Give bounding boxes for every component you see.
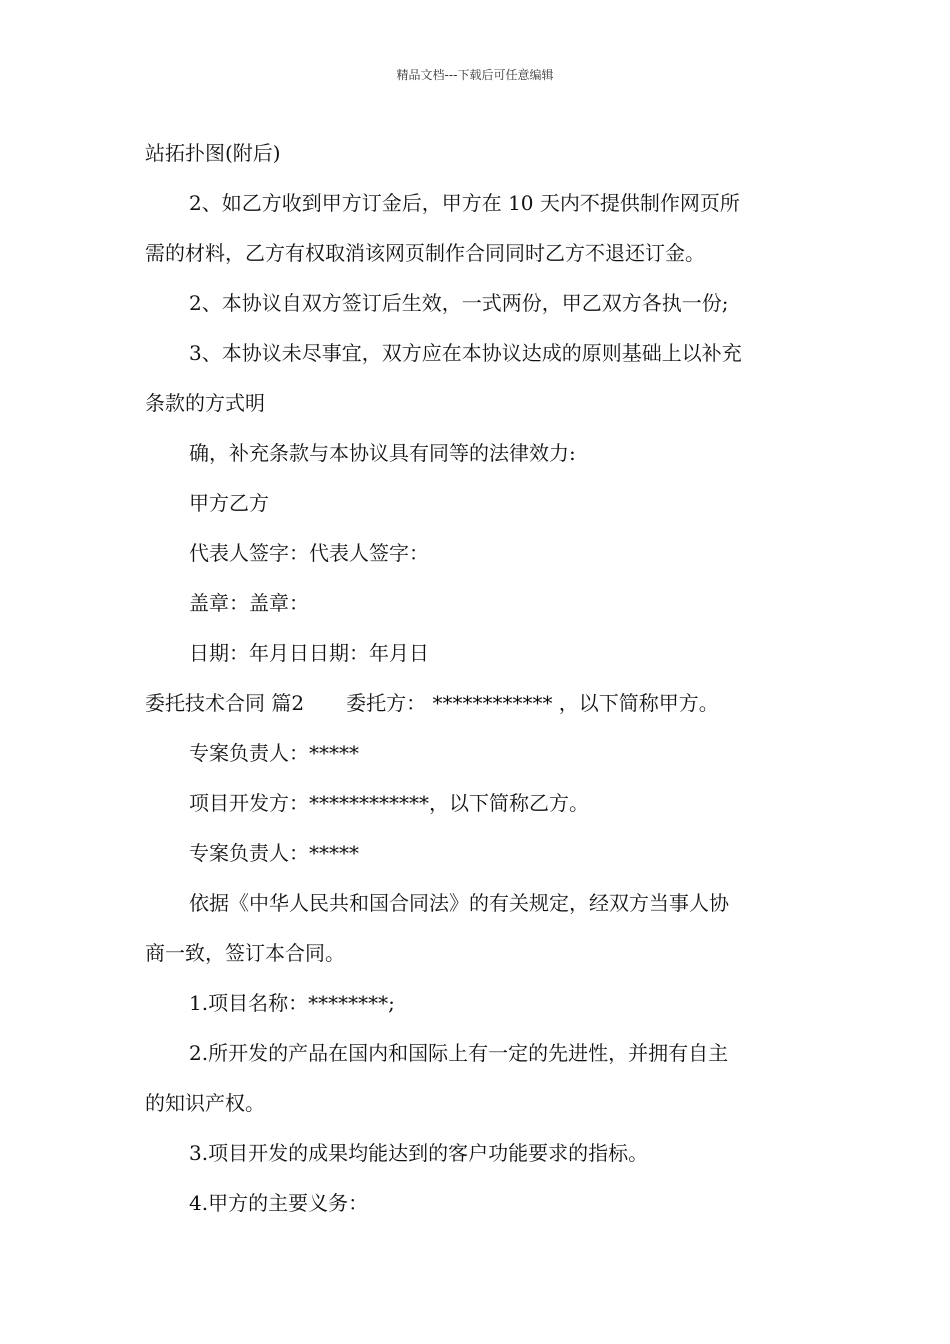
text-line: 日期：年月日日期：年月日 [189, 641, 429, 665]
text-line: 的知识产权。 [145, 1091, 265, 1115]
page-header: 精品文档---下载后可任意编辑 [396, 68, 554, 82]
text-line: 需的材料，乙方有权取消该网页制作合同同时乙方不退还订金。 [145, 241, 705, 265]
text-line: 代表人签字：代表人签字： [189, 541, 429, 565]
text-line: 3.项目开发的成果均能达到的客户功能要求的指标。 [189, 1141, 649, 1165]
text-line: 3、本协议未尽事宜，双方应在本协议达成的原则基础上以补充 [189, 341, 742, 365]
client-clause: 委托方： ************ ，以下简称甲方。 [346, 691, 719, 715]
text-line: 2、如乙方收到甲方订金后，甲方在 10 天内不提供制作网页所 [189, 191, 740, 215]
text-line: 条款的方式明 [145, 391, 265, 415]
text-line: 专案负责人：***** [189, 841, 359, 865]
text-line: 商一致，签订本合同。 [145, 941, 345, 965]
text-line: 甲方乙方 [189, 491, 269, 515]
contract-title: 委托技术合同 篇2 [145, 691, 305, 715]
text-line: 盖章：盖章： [189, 591, 309, 615]
text-line: 4.甲方的主要义务： [189, 1191, 369, 1215]
text-line: 2、本协议自双方签订后生效，一式两份，甲乙双方各执一份; [189, 291, 729, 315]
document-body [145, 128, 815, 1228]
text-line: 依据《中华人民共和国合同法》的有关规定，经双方当事人协 [189, 891, 729, 915]
text-line: 专案负责人：***** [189, 741, 359, 765]
text-line: 1.项目名称：********; [189, 991, 395, 1015]
text-line: 站拓扑图(附后) [145, 141, 281, 165]
contract-heading-line [145, 678, 815, 728]
text-line: 2.所开发的产品在国内和国际上有一定的先进性，并拥有自主 [189, 1041, 729, 1065]
text-line: 确，补充条款与本协议具有同等的法律效力: [189, 441, 576, 465]
text-line: 项目开发方：************，以下简称乙方。 [189, 791, 589, 815]
